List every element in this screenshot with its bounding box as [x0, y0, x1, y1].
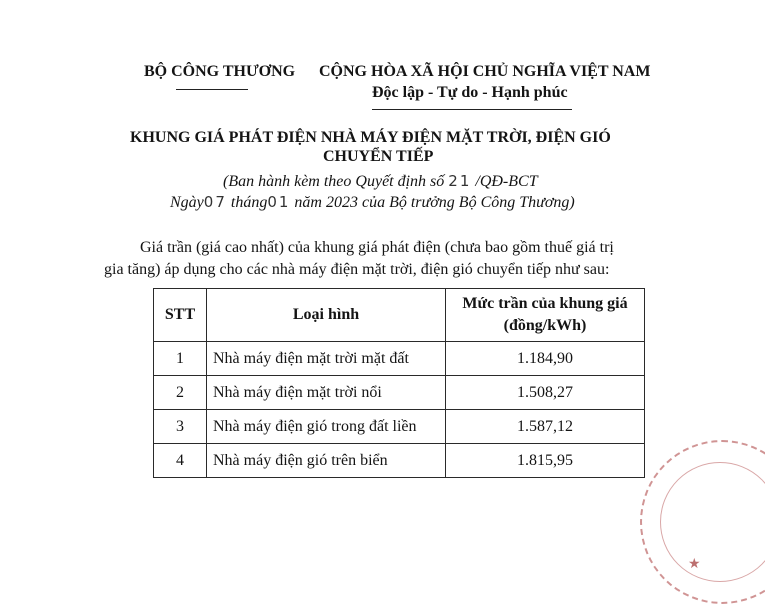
seal-star-icon: ★ [688, 557, 701, 572]
cell-price: 1.508,27 [446, 376, 645, 410]
header-price-line1: Mức trần của khung giá [462, 295, 628, 312]
national-title: CỘNG HÒA XÃ HỘI CHỦ NGHĨA VIỆT NAM [319, 63, 651, 80]
cell-type: Nhà máy điện gió trên biển [207, 444, 446, 478]
subtitle-line2 [170, 193, 575, 212]
intro-paragraph-line1: Giá trần (giá cao nhất) của khung giá phát điện (chưa bao gồm thuế giá trị [140, 239, 614, 256]
header-stt: STT [154, 289, 207, 342]
cell-stt: 3 [154, 410, 207, 444]
table-row [154, 444, 645, 478]
subtitle-prefix: (Ban hành kèm theo Quyết định số [223, 173, 445, 190]
month-value: 01 [267, 193, 291, 211]
subtitle-line2-suffix: năm 2023 của Bộ trưởng Bộ Công Thương) [294, 194, 575, 211]
subtitle-suffix: /QĐ-BCT [475, 173, 538, 190]
document-title-line2: CHUYỂN TIẾP [323, 148, 434, 165]
intro-paragraph-line2: gia tăng) áp dụng cho các nhà máy điện mặt trời, điện gió chuyển tiếp như sau: [104, 261, 610, 278]
header-price-line2: (đồng/kWh) [503, 317, 587, 334]
decision-number: 21 [448, 172, 472, 190]
cell-price: 1.587,12 [446, 410, 645, 444]
cell-stt: 1 [154, 342, 207, 376]
table-row [154, 376, 645, 410]
cell-type: Nhà máy điện mặt trời nổi [207, 376, 446, 410]
motto-underline [372, 109, 572, 110]
subtitle-line1 [223, 172, 538, 191]
cell-type: Nhà máy điện gió trong đất liền [207, 410, 446, 444]
table-header-row [154, 289, 645, 342]
cell-stt: 2 [154, 376, 207, 410]
table-row [154, 342, 645, 376]
ministry-underline [176, 89, 248, 90]
table-row [154, 410, 645, 444]
cell-type: Nhà máy điện mặt trời mặt đất [207, 342, 446, 376]
national-motto: Độc lập - Tự do - Hạnh phúc [372, 84, 568, 101]
month-label: tháng [230, 194, 268, 211]
cell-stt: 4 [154, 444, 207, 478]
issuing-ministry: BỘ CÔNG THƯƠNG [144, 63, 296, 80]
day-label: Ngày [170, 194, 204, 211]
header-price [446, 289, 645, 342]
day-value: 07 [203, 193, 227, 211]
price-ceiling-table [153, 288, 645, 478]
cell-price: 1.815,95 [446, 444, 645, 478]
cell-price: 1.184,90 [446, 342, 645, 376]
header-type: Loại hình [207, 289, 446, 342]
document-title-line1: KHUNG GIÁ PHÁT ĐIỆN NHÀ MÁY ĐIỆN MẶT TRỜI, ĐIỆN GIÓ [130, 129, 611, 146]
